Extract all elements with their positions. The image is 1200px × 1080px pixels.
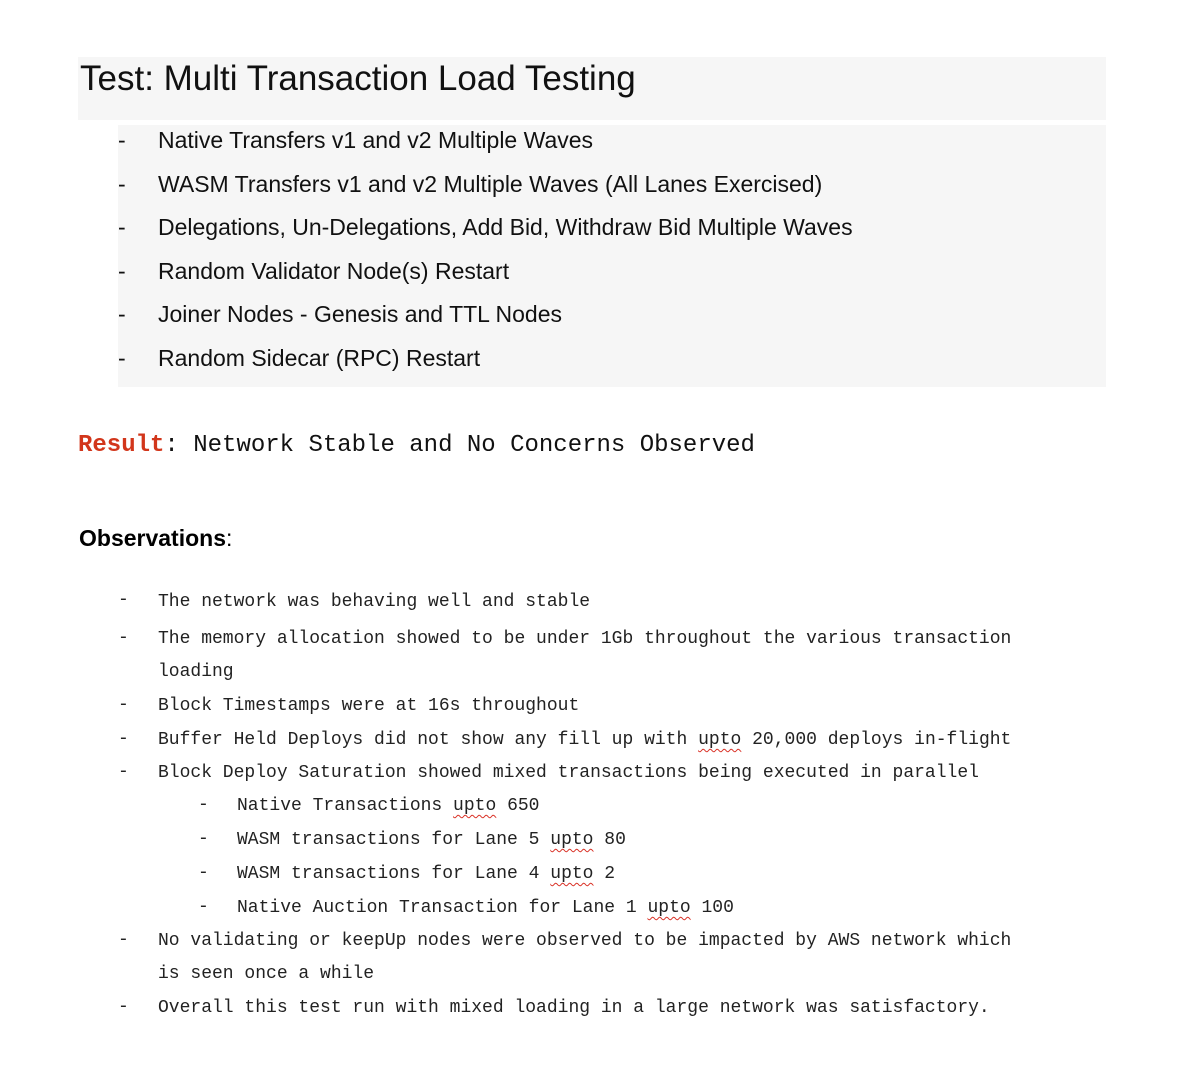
sub-list-bullet: - [198,829,209,849]
observation-item: No validating or keepUp nodes were observed to be impacted by AWS network which [158,931,1012,951]
observations-heading-suffix: : [226,525,233,551]
observation-item: Block Deploy Saturation showed mixed transactions being executed in parallel [158,763,979,783]
observation-sub-item [237,794,539,818]
observation-sub-item [237,896,734,920]
page-title: Test: Multi Transaction Load Testing [80,59,636,98]
spellcheck-flagged-word: upto [698,730,742,750]
list-bullet: - [118,997,129,1017]
observation-item-continuation: loading [158,662,234,682]
observation-text: 80 [593,830,626,850]
result-separator: : [164,432,179,459]
observation-item: The memory allocation showed to be under 1Gb throughout the various transaction [158,629,1012,649]
observation-sub-item [237,828,626,852]
observation-item: The network was behaving well and stable [158,592,591,612]
observation-text: WASM transactions for Lane 5 [237,830,551,850]
list-bullet: - [118,171,126,197]
result-text: Network Stable and No Concerns Observed [178,432,755,459]
spellcheck-flagged-word: upto [453,796,497,816]
observation-item: Overall this test run with mixed loading in a large network was satisfactory. [158,998,990,1018]
list-bullet: - [118,729,129,749]
result-line [78,431,755,461]
result-label: Result [78,432,165,459]
observations-heading [79,523,232,553]
observation-item-continuation: is seen once a while [158,964,375,984]
list-bullet: - [118,930,129,950]
observation-text: Native Transactions [237,796,454,816]
observation-item: Block Timestamps were at 16s throughout [158,696,580,716]
list-bullet: - [118,628,129,648]
test-item: Delegations, Un-Delegations, Add Bid, Withdraw Bid Multiple Waves [158,214,853,240]
list-bullet: - [118,301,126,327]
sub-list-bullet: - [198,795,209,815]
observation-text: 2 [593,864,616,884]
list-bullet: - [118,214,126,240]
observation-sub-item [237,862,615,886]
sub-list-bullet: - [198,863,209,883]
test-item: Random Sidecar (RPC) Restart [158,345,481,371]
test-item: Joiner Nodes - Genesis and TTL Nodes [158,301,562,327]
list-bullet: - [118,590,129,610]
observation-text: WASM transactions for Lane 4 [237,864,551,884]
test-item: Random Validator Node(s) Restart [158,258,510,284]
test-item: Native Transfers v1 and v2 Multiple Waves [158,127,594,153]
list-bullet: - [118,762,129,782]
observation-text: Buffer Held Deploys did not show any fill up with [158,730,699,750]
sub-list-bullet: - [198,897,209,917]
observations-heading-label: Observations [79,525,226,551]
list-bullet: - [118,127,126,153]
list-bullet: - [118,258,126,284]
list-bullet: - [118,695,129,715]
observation-text: Native Auction Transaction for Lane 1 [237,898,648,918]
list-bullet: - [118,345,126,371]
spellcheck-flagged-word: upto [647,898,691,918]
test-item: WASM Transfers v1 and v2 Multiple Waves (All Lanes Exercised) [158,171,823,197]
observation-text: 20,000 deploys in-flight [741,730,1012,750]
spellcheck-flagged-word: upto [550,830,594,850]
observation-item [158,728,1011,752]
spellcheck-flagged-word: upto [550,864,594,884]
observation-text: 650 [496,796,540,816]
observation-text: 100 [690,898,734,918]
